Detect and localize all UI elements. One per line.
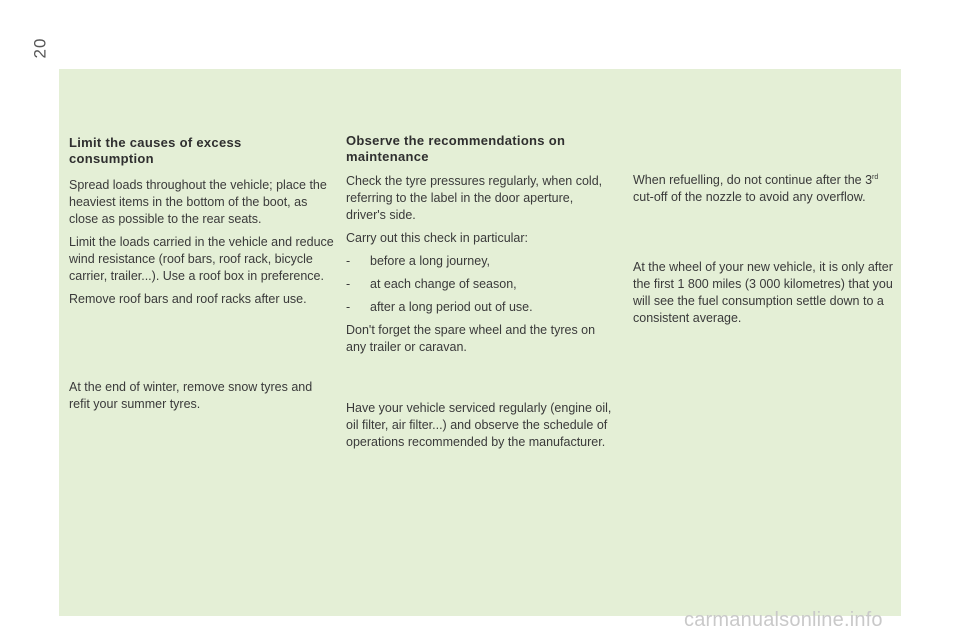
- paragraph-refuelling: [633, 172, 888, 206]
- refuel-text-after: cut-off of the nozzle to avoid any overflow.: [633, 190, 866, 204]
- paragraph-winter-tyres: At the end of winter, remove snow tyres and refit your summer tyres.: [69, 380, 313, 411]
- service-note-block: [346, 400, 621, 457]
- paragraph-new-vehicle: At the wheel of your new vehicle, it is only after the first 1 800 miles (3 000 kilometres) that you will see the fuel consumption settle down to a consistent average.: [633, 260, 893, 325]
- column-excess-consumption: [69, 135, 334, 314]
- paragraph-limit-loads: Limit the loads carried in the vehicle and reduce wind resistance (roof bars, roof rack, bicycle carrier, trailer...). Use a roof box in preference.: [69, 235, 334, 283]
- list-dash: -: [346, 254, 351, 268]
- paragraph-remove-roof-bars: Remove roof bars and roof racks after use.: [69, 292, 307, 306]
- paragraph-check-intro: Carry out this check in particular:: [346, 231, 529, 245]
- paragraph-spread-loads: Spread loads throughout the vehicle; place the heaviest items in the bottom of the boot, as close as possible to the rear seats.: [69, 178, 327, 226]
- watermark-text: carmanualsonline.info: [684, 609, 883, 631]
- paragraph-spare-wheel: Don't forget the spare wheel and the tyres on any trailer or caravan.: [346, 323, 596, 354]
- paragraph-tyre-pressure: Check the tyre pressures regularly, when cold, referring to the label in the door aperture, driver's side.: [346, 174, 603, 222]
- check-item-text: at each change of season,: [370, 277, 517, 291]
- ordinal-suffix: rd: [872, 173, 879, 181]
- check-item-text: after a long period out of use.: [370, 300, 533, 314]
- page-number: 20: [30, 37, 50, 59]
- heading-maintenance: Observe the recommendations on maintenance: [346, 133, 566, 164]
- check-item-text: before a long journey,: [370, 254, 490, 268]
- refuel-text-before: When refuelling, do not continue after the 3: [633, 173, 873, 187]
- winter-tyres-note-block: [69, 379, 319, 419]
- check-list-item: [346, 253, 611, 270]
- paragraph-service: Have your vehicle serviced regularly (engine oil, oil filter, air filter...) and observe the schedule of operations recommended by the manufacturer.: [346, 401, 612, 449]
- check-list-item: [346, 299, 611, 316]
- check-list-item: [346, 276, 611, 293]
- heading-excess-consumption: Limit the causes of excess consumption: [69, 135, 242, 166]
- list-dash: -: [346, 277, 351, 291]
- column-maintenance: [346, 133, 611, 362]
- new-vehicle-note-block: [633, 259, 895, 333]
- column-refuelling: [633, 172, 888, 212]
- list-dash: -: [346, 300, 351, 314]
